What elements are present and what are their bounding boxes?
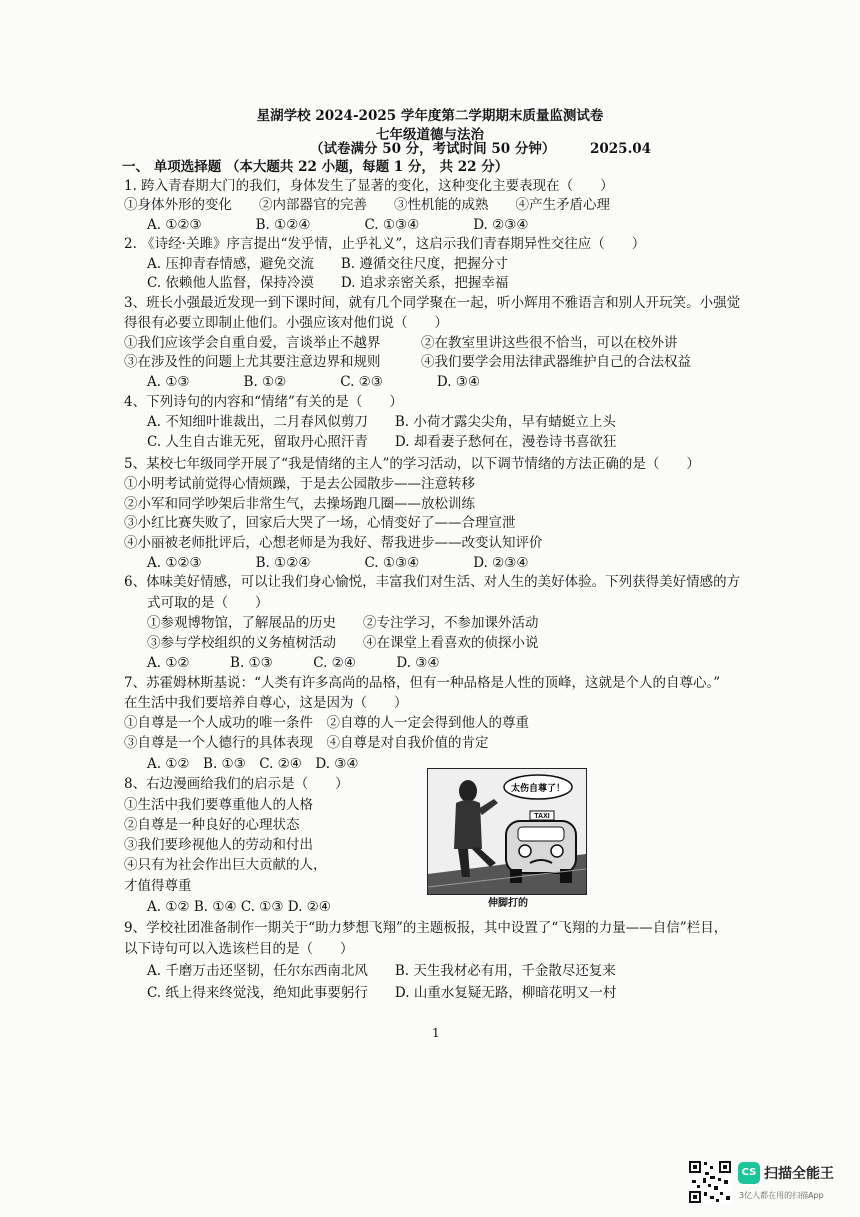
q9-choices-cd: C. 纸上得来终觉浅，绝知此事要躬行 D. 山重水复疑无路，柳暗花明又一村	[147, 985, 617, 1001]
q5-choices: A. ①②③ B. ①②④ C. ①③④ D. ②③④	[147, 555, 529, 571]
q5-option-2: ②小军和同学吵架后非常生气，去操场跑几圈——放松训练	[124, 496, 475, 512]
exam-title: 星湖学校 2024-2025 学年度第二学期期末质量监测试卷	[256, 108, 604, 124]
q6-choices: A. ①② B. ①③ C. ②④ D. ③④	[147, 655, 440, 671]
q3-options-34: ③在涉及性的问题上尤其要注意边界和规则 ④我们要学会用法律武器维护自己的合法权益	[124, 354, 691, 370]
q8-option-1: ①生活中我们要尊重他人的人格	[124, 797, 313, 813]
q8-option-3: ③我们要珍视他人的劳动和付出	[124, 837, 313, 853]
q5-stem: 5、某校七年级同学开展了“我是情绪的主人”的学习活动，以下调节情绪的方法正确的是（ ）	[124, 456, 700, 472]
q5-option-4: ④小丽被老师批评后，心想老师是为我好、帮我进步——改变认知评价	[124, 535, 543, 551]
q4-choices-cd: C. 人生自古谁无死，留取丹心照汗青 D. 却看妻子愁何在，漫卷诗书喜欲狂	[147, 434, 617, 450]
q7-stem-1: 7、苏霍姆林斯基说：“人类有许多高尚的品格，但有一种品格是人性的顶峰，这就是个人的自尊心。”	[124, 675, 721, 691]
q6-stem-2: 式可取的是（ ）	[147, 595, 269, 611]
section-title: 一、 单项选择题 （本大题共 22 小题，每题 1 分， 共 22 分）	[122, 159, 509, 175]
q5-option-3: ③小红比赛失败了，回家后大哭了一场，心情变好了——合理宣泄	[124, 515, 516, 531]
q7-options-12: ①自尊是一个人成功的唯一条件 ②自尊的人一定会得到他人的尊重	[124, 715, 529, 731]
cartoon-illustration	[428, 769, 586, 894]
exam-date: 2025.04	[590, 141, 652, 157]
q2-choices-cd: C. 依赖他人监督，保持冷漠 D. 追求亲密关系，把握幸福	[147, 275, 509, 291]
q8-option-2: ②自尊是一种良好的心理状态	[124, 817, 300, 833]
q3-options-12: ①我们应该学会自重自爱，言谈举止不越界 ②在教室里讲这些很不恰当，可以在校外讲	[124, 335, 678, 351]
q2-stem: 2. 《诗经·关雎》序言提出“发乎情，止乎礼义”，这启示我们青春期异性交往应（ ）	[124, 236, 646, 252]
cartoon-speech-bubble: 太伤自尊了！	[510, 784, 566, 794]
q8-option-4: ④只有为社会作出巨大贡献的人，	[124, 857, 327, 873]
scanner-app-tagline: 3亿人都在用的扫描App	[739, 1191, 824, 1200]
q7-options-34: ③自尊是一个人德行的具体表现 ④自尊是对自我价值的肯定	[124, 735, 489, 751]
q8-stem: 8、右边漫画给我们的启示是（ ）	[124, 776, 349, 792]
q7-choices: A. ①② B. ①③ C. ②④ D. ③④	[147, 756, 359, 772]
q6-stem-1: 6、体味美好情感，可以让我们身心愉悦，丰富我们对生活、对人生的美好体验。下列获得美好情感的方	[124, 574, 741, 590]
q1-items: ①身体外形的变化 ②内部器官的完善 ③性机能的成熟 ④产生矛盾心理	[124, 197, 610, 213]
q2-choices-ab: A. 压抑青春情感，避免交流 B. 遵循交往尺度，把握分寸	[147, 256, 508, 272]
exam-subject: 七年级道德与法治	[376, 127, 484, 143]
q8-option-4-cont: 才值得尊重	[124, 878, 192, 894]
q4-stem: 4、下列诗句的内容和“情绪”有关的是（ ）	[124, 394, 403, 410]
q7-stem-2: 在生活中我们要培养自尊心，这是因为（ ）	[124, 695, 408, 711]
q3-stem-2: 得很有必要立即制止他们。小强应该对他们说（ ）	[124, 315, 448, 331]
exam-info: （试卷满分 50 分，考试时间 50 分钟）	[310, 141, 556, 157]
q9-stem-2: 以下诗句可以入选该栏目的是（ ）	[124, 941, 354, 957]
q8-choices: A. ①② B. ①④ C. ①③ D. ②④	[147, 899, 331, 915]
q6-options-34: ③参与学校组织的义务植树活动 ④在课堂上看喜欢的侦探小说	[147, 635, 539, 651]
q3-choices: A. ①③ B. ①② C. ②③ D. ③④	[147, 374, 481, 390]
q9-stem-1: 9、学校社团准备制作一期关于“助力梦想飞翔”的主题板报，其中设置了“飞翔的力量——自信”栏目，	[124, 920, 728, 936]
q9-choices-ab: A. 千磨万击还坚韧，任尔东西南北风 B. 天生我材必有用，千金散尽还复来	[147, 963, 616, 979]
q5-option-1: ①小明考试前觉得心情烦躁，于是去公园散步——注意转移	[124, 476, 475, 492]
cartoon-caption: 伸脚打的	[488, 898, 528, 909]
qr-code-icon	[688, 1160, 732, 1204]
cartoon-image	[427, 768, 587, 895]
page-number: 1	[432, 1026, 440, 1040]
q3-stem-1: 3、班长小强最近发现一到下课时间，就有几个同学聚在一起，听小辉用不雅语言和别人开玩笑。小强觉	[124, 295, 741, 311]
q6-options-12: ①参观博物馆，了解展品的历史 ②专注学习，不参加课外活动	[147, 615, 539, 631]
cs-logo-icon: CS	[738, 1162, 760, 1184]
taxi-sign: TAXI	[534, 813, 550, 820]
q1-stem: 1. 跨入青春期大门的我们，身体发生了显著的变化，这种变化主要表现在（ ）	[124, 178, 614, 194]
scanner-app-name: 扫描全能王	[764, 1166, 834, 1182]
q1-choices: A. ①②③ B. ①②④ C. ①③④ D. ②③④	[147, 217, 529, 233]
q4-choices-ab: A. 不知细叶谁裁出，二月春风似剪刀 B. 小荷才露尖尖角，早有蜻蜓立上头	[147, 414, 616, 430]
